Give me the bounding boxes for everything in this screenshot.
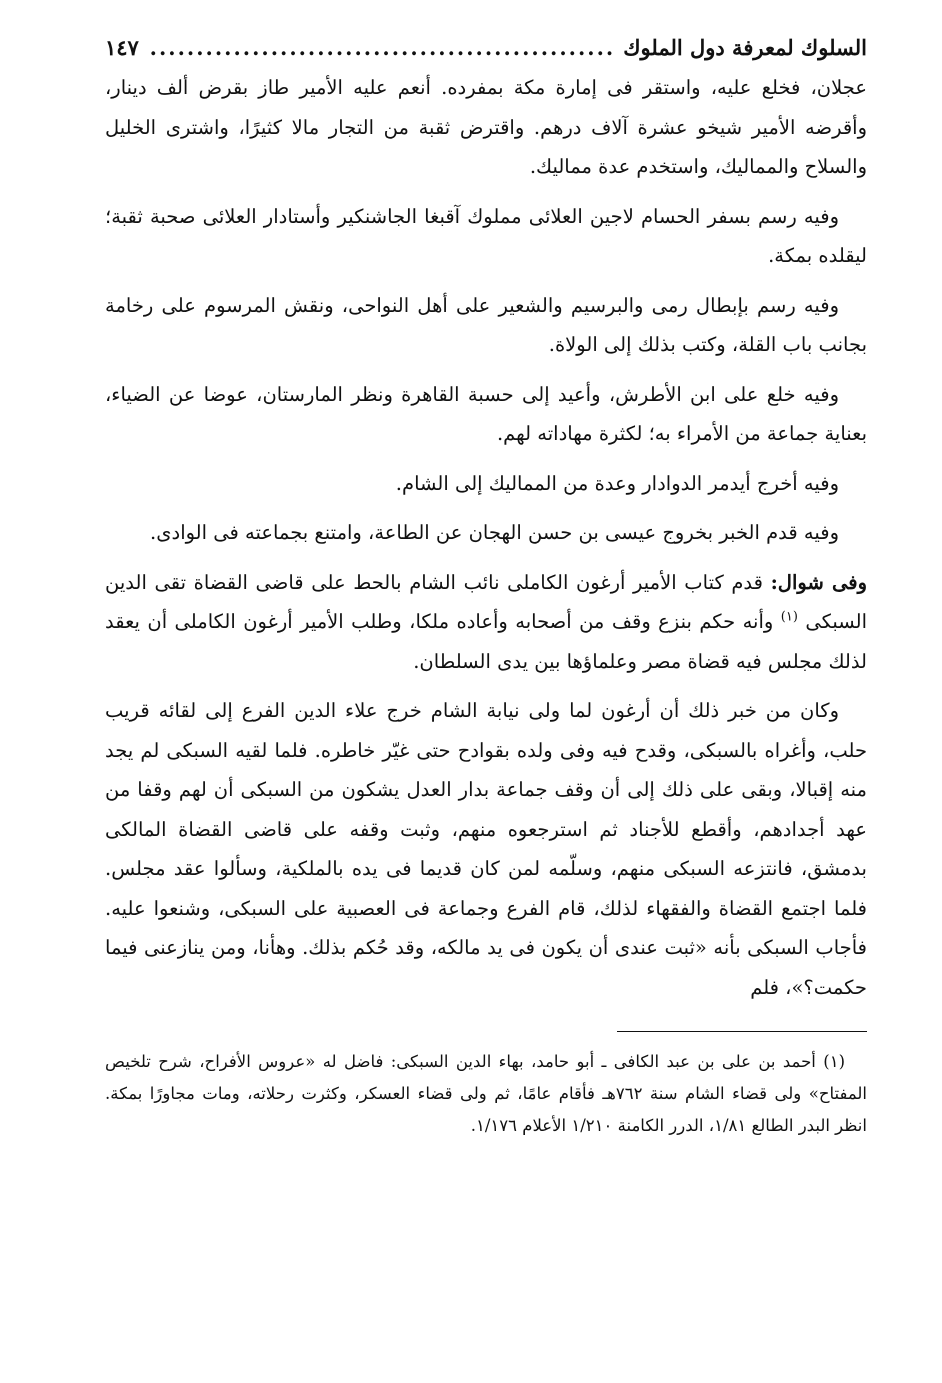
main-text [105,68,867,1007]
paragraph-text: وفيه رسم بسفر الحسام لاجين العلائى مملوك آقبغا الجاشنكير وأستادار العلائى صحبة ثقبة؛ ليقلده بمكة. [105,204,867,267]
shawwal-paragraph [105,563,867,682]
book-title: السلوك لمعرفة دول الملوك [623,35,867,60]
page-number: ١٤٧ [105,35,139,60]
paragraph-text: وأنه حكم بنزع وقف من أصحابه وأعاده ملكا، وطلب الأمير أرغون الكاملى أن يعقد لذلك مجلس فيه قضاة مصر وعلماؤها بين يدى السلطان. [105,610,867,673]
running-header [105,28,867,68]
section-lead: وفى شوال: [770,570,868,594]
paragraph [105,68,867,187]
paragraph [105,375,867,454]
paragraph [105,464,867,504]
footnote-text: (١) أحمد بن على بن عبد الكافى ـ أبو حامد، بهاء الدين السبكى: فاضل له «عروس الأفراح، شرح تلخيص المفتاح» ولى قضاء الشام سنة ٧٦٢هـ فأقام عامًا، ثم ولى قضاء العسكر، وكثرت رحلاته، ومات مجاورًا بمكة. انظر البدر الطالع ١/٨١، الدرر الكامنة ١/٢١٠ الأعلام ١/١٧٦. [105,1052,867,1135]
paragraph-text: وفيه رسم بإبطال رمى والبرسيم والشعير على أهل النواحى، ونقش المرسوم على رخامة بجانب باب القلة، وكتب بذلك إلى الولاة. [105,293,867,356]
book-page [105,28,867,1142]
paragraph [105,197,867,276]
paragraph-text: عجلان، فخلع عليه، واستقر فى إمارة مكة بمفرده. أنعم عليه الأمير طاز بقرض ألف دينار، وأقرضه الأمير شيخو عشرة آلاف درهم. واقترض ثقبة من التجار مالا كثيرًا، واشترى الخليل والسلاح والمماليك، واستخدم عدة مماليك. [105,76,867,178]
paragraph-text: وكان من خبر ذلك أن أرغون لما ولى نيابة الشام خرج علاء الدين الفرع إلى لقائه قريب حلب، وأغراه بالسبكى، وقدح فيه وفى ولده بقوادح حتى غيّر خاطره. فلما لقيه السبكى لم يجد منه إقبالا، وبقى على ذلك إلى أن وقف جماعة بدار العدل يشكون من السبكى أن لهم وقفا من عهد أجدادهم، وأقطع للأجناد ثم استرجعوه منهم، وثبت وقفه على قاضى القضاة المالكى بدمشق، فانتزعه السبكى منهم، وسلّمه لمن كان قديما فى يده بالملكية، وسألوا عقد مجلس. فلما اجتمع القضاة والفقهاء لذلك، قام الفرع وجماعة فى العصبية على السبكى، وشنعوا عليه. فأجاب السبكى بأنه «ثبت عندى أن يكون فى يد مالكه، وقد حُكم بذلك. وهأنا، ومن ينازعنى فيما حكمت؟»، فلم [105,699,867,999]
footnote-reference[interactable]: (١) [780,609,798,625]
paragraph-text: وفيه خلع على ابن الأطرش، وأعيد إلى حسبة القاهرة ونظر المارستان، عوضا عن الضياء، بعناية جماعة من الأمراء به؛ لكثرة مهاداته لهم. [105,382,867,445]
paragraph [105,513,867,553]
paragraph [105,691,867,1007]
footnote [105,1046,867,1142]
paragraph-text: وفيه قدم الخبر بخروج عيسى بن حسن الهجان عن الطاعة، وامتنع بجماعته فى الوادى. [150,521,839,544]
paragraph-text: قدم كتاب الأمير أرغون الكاملى نائب الشام بالحط على قاضى القضاة تقى الدين السبكى [105,570,868,633]
paragraph [105,286,867,365]
dot-leader [147,28,615,68]
paragraph-text: وفيه أخرج أيدمر الدوادار وعدة من المماليك إلى الشام. [395,471,839,495]
footnote-separator [617,1031,867,1032]
